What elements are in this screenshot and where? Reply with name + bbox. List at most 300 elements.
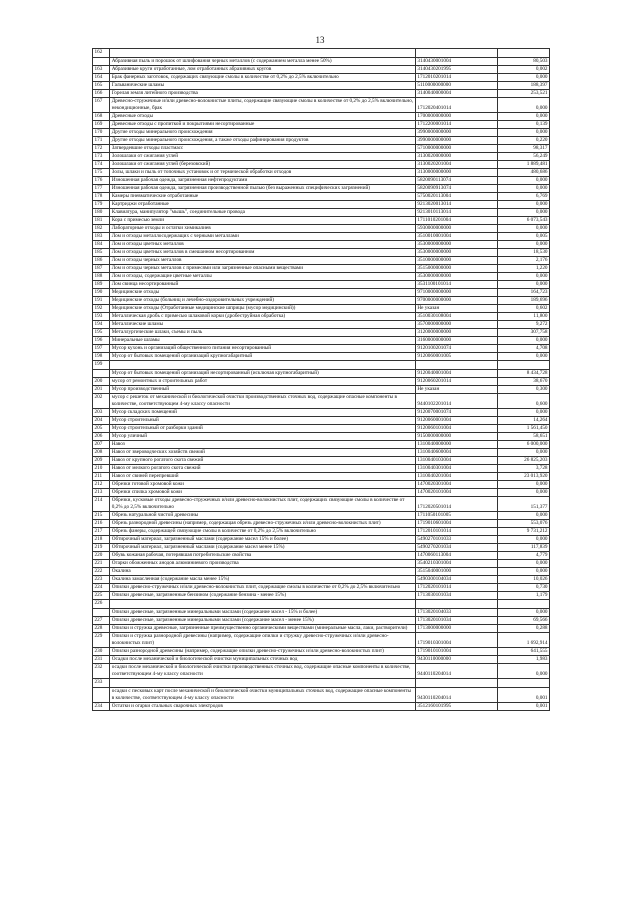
table-row	[93, 257, 550, 265]
waste-table-body	[93, 49, 550, 711]
waste-code-cell: 9120060201014	[415, 378, 497, 386]
waste-code-cell: 5820090913074	[415, 185, 497, 193]
table-row	[93, 441, 550, 449]
waste-name-cell: Окалина	[110, 568, 416, 576]
waste-amount-cell: 0,005	[498, 233, 550, 241]
row-number-cell: 182	[93, 225, 110, 233]
waste-code-cell: Не указан	[415, 386, 497, 394]
waste-amount-cell: 0,000	[498, 609, 550, 617]
row-number-cell: 165	[93, 82, 110, 90]
table-row	[93, 305, 550, 313]
waste-name-cell: Обрезь фанеры, содержащей связующие смолы в количестве от 0,2% до 2,5% включительно	[110, 528, 416, 536]
table-row	[93, 688, 550, 703]
waste-amount-cell: 9 731,212	[498, 528, 550, 536]
table-row	[93, 66, 550, 74]
row-number-cell: 192	[93, 305, 110, 313]
waste-name-cell: Золошлаки от сжигания углей (березовский)	[110, 161, 416, 169]
table-row	[93, 177, 550, 185]
waste-code-cell: 1712020501014	[415, 497, 497, 512]
row-number-cell: 204	[93, 417, 110, 425]
row-number-cell: 179	[93, 201, 110, 209]
waste-name-cell: Лом и отходы, содержащие цветные металлы	[110, 273, 416, 281]
waste-amount-cell: 0,000	[498, 353, 550, 361]
waste-name-cell: осадки с песковых карт после механической и биологической очистки муниципальных сточных вод, содержащие опасные компоненты в количестве, соответствующем 4-му классу опасности	[110, 688, 416, 703]
table-row	[93, 512, 550, 520]
table-row	[93, 169, 550, 177]
row-number-cell: 232	[93, 664, 110, 679]
table-row	[93, 137, 550, 145]
row-number-cell: 198	[93, 353, 110, 361]
table-row	[93, 161, 550, 169]
row-number-cell: 195	[93, 329, 110, 337]
row-number-cell: 212	[93, 481, 110, 489]
waste-code-cell: 9120100201074	[415, 345, 497, 353]
waste-amount-cell: 0,300	[498, 386, 550, 394]
waste-code-cell: 9120060001005	[415, 353, 497, 361]
row-number-cell: 178	[93, 193, 110, 201]
waste-code-cell: 9430110000000	[415, 656, 497, 664]
row-number-cell: 201	[93, 386, 110, 394]
waste-amount-cell: 189,696	[498, 297, 550, 305]
row-number-cell: 221	[93, 560, 110, 568]
waste-amount-cell: 0,000	[498, 568, 550, 576]
table-row	[93, 617, 550, 625]
table-row	[93, 560, 550, 568]
waste-name-cell: Медицинские отходы (Отработанные медицинские шприцы (мусор медицинский))	[110, 305, 416, 313]
waste-name-cell: Гальванические шламы	[110, 82, 416, 90]
waste-code-cell: 9120060001004	[415, 417, 497, 425]
table-row	[93, 481, 550, 489]
waste-code-cell	[415, 361, 497, 370]
row-number-cell: 230	[93, 648, 110, 656]
waste-name-cell: мусор от ремонтных и строительных работ	[110, 378, 416, 386]
waste-name-cell: Лом и отходы цветных металлов в смешанном несортированном	[110, 249, 416, 257]
table-row	[93, 489, 550, 497]
row-number-cell: 225	[93, 592, 110, 600]
waste-code-cell: 5490270201034	[415, 544, 497, 552]
waste-amount-cell: 1 692,914	[498, 633, 550, 648]
row-number-cell: 187	[93, 265, 110, 273]
table-row	[93, 497, 550, 512]
waste-code-cell: 3510030108004	[415, 313, 497, 321]
waste-amount-cell: 3,728	[498, 465, 550, 473]
table-row	[93, 465, 550, 473]
table-row	[93, 417, 550, 425]
waste-amount-cell: 1,179	[498, 592, 550, 600]
waste-code-cell: 1470020101004	[415, 489, 497, 497]
waste-amount-cell: 6 073,543	[498, 217, 550, 225]
waste-amount-cell: 10,026	[498, 576, 550, 584]
waste-amount-cell: 188,397	[498, 82, 550, 90]
waste-code-cell: 9440110204014	[415, 664, 497, 679]
waste-amount-cell: 26 825,203	[498, 457, 550, 465]
row-number-cell: 196	[93, 337, 110, 345]
waste-name-cell: Навоз от крупного рогатого скота свежий	[110, 457, 416, 465]
waste-name-cell: Осадки после механической и биологической очистки муниципальных сточных вод	[110, 656, 416, 664]
row-number-cell: 193	[93, 313, 110, 321]
waste-amount-cell: 0,000	[498, 129, 550, 137]
waste-code-cell: 3990000000000	[415, 137, 497, 145]
waste-name-cell: Обрезь натуральной чистой древесины	[110, 512, 416, 520]
waste-name-cell: Опилки древесные, загрязненные минеральными маслами (содержание масел - менее 15%)	[110, 617, 416, 625]
waste-code-cell: 1711050101005	[415, 512, 497, 520]
waste-code-cell: 3140040000004	[415, 90, 497, 98]
row-number-cell: 186	[93, 257, 110, 265]
waste-code-cell: 1310040600004	[415, 449, 497, 457]
row-number-cell: 233	[93, 679, 110, 688]
waste-code-cell: 3160000000000	[415, 337, 497, 345]
waste-amount-cell: 151,377	[498, 497, 550, 512]
waste-code-cell: 1310040000000	[415, 441, 497, 449]
waste-amount-cell: 2,176	[498, 257, 550, 265]
row-number-cell: 162	[93, 49, 110, 58]
waste-amount-cell: 98,317	[498, 145, 550, 153]
waste-amount-cell	[498, 361, 550, 370]
table-row	[93, 449, 550, 457]
row-number-cell: 208	[93, 449, 110, 457]
waste-code-cell	[415, 49, 497, 58]
waste-amount-cell: 0,000	[498, 449, 550, 457]
waste-amount-cell: 0,000	[498, 273, 550, 281]
waste-name-cell: Обтирочный материал, загрязненный маслами (содержание масел 15% и более)	[110, 536, 416, 544]
row-number-cell: 211	[93, 473, 110, 481]
waste-name-cell: Лом и отходы черных металлов с примесями или загрязненные опасными веществами	[110, 265, 416, 273]
waste-amount-cell: 0,001	[498, 703, 550, 711]
waste-amount-cell: 0,001	[498, 688, 550, 703]
waste-name-cell: Навоз	[110, 441, 416, 449]
row-number-cell: 231	[93, 656, 110, 664]
row-number-cell: 205	[93, 425, 110, 433]
row-number-cell: 213	[93, 489, 110, 497]
table-row	[93, 600, 550, 609]
waste-name-cell: Обтирочный материал, загрязненный маслами (содержание масел менее 15%)	[110, 544, 416, 552]
table-row	[93, 544, 550, 552]
waste-code-cell: 3140430001004	[415, 58, 497, 66]
waste-amount-cell: 1 889,481	[498, 161, 550, 169]
waste-name-cell: Древесно-стружечные и/или древесно-волокнистые плиты, содержащие связующие смолы в количестве от 0,2% до 2,5% включительно, некондиционные, брак	[110, 98, 416, 113]
table-row	[93, 576, 550, 584]
waste-name-cell: Брак фанерных заготовок, содержащих связующие смолы в количестве от 0,2% до 2,5% включительно	[110, 74, 416, 82]
waste-name-cell: Изношенная рабочая одежда, загрязненная производственной пылью (без выраженных специфических загрязнений)	[110, 185, 416, 193]
waste-name-cell: Абразивные круги отработанные, лом отработанных абразивных кругов	[110, 66, 416, 74]
table-row	[93, 633, 550, 648]
waste-name-cell: Огарки обожженных анодов алюминиевого производства	[110, 560, 416, 568]
table-row	[93, 625, 550, 633]
waste-name-cell	[110, 600, 416, 609]
row-number-cell: 174	[93, 161, 110, 169]
row-number-cell: 180	[93, 209, 110, 217]
table-row	[93, 386, 550, 394]
waste-code-cell: 1713020104033	[415, 609, 497, 617]
table-row	[93, 297, 550, 305]
waste-code-cell: 3540210301004	[415, 560, 497, 568]
waste-code-cell: 3140430201995	[415, 66, 497, 74]
row-number-cell: 191	[93, 297, 110, 305]
waste-name-cell: Лом и отходы металлосодержащих с черными металлами	[110, 233, 416, 241]
table-row	[93, 353, 550, 361]
waste-code-cell: 1719010301004	[415, 633, 497, 648]
waste-amount-cell: 23 013,920	[498, 473, 550, 481]
waste-name-cell: Горелая земля литейного производства	[110, 90, 416, 98]
waste-name-cell: Клавиатура, манипулятор "мышь", соединительные провода	[110, 209, 416, 217]
row-number-cell: 217	[93, 528, 110, 536]
row-number-cell: 181	[93, 217, 110, 225]
waste-amount-cell: 0,139	[498, 121, 550, 129]
row-number-cell: 203	[93, 409, 110, 417]
waste-name-cell: Мусор уличный	[110, 433, 416, 441]
row-number-cell: 218	[93, 536, 110, 544]
table-row	[93, 568, 550, 576]
table-row	[93, 584, 550, 592]
waste-amount-cell: 0,000	[498, 225, 550, 233]
waste-amount-cell: 11,800	[498, 313, 550, 321]
waste-code-cell: 9120040001004	[415, 370, 497, 378]
waste-code-cell: 3130020201004	[415, 161, 497, 169]
waste-name-cell: Мусор кухонь и организаций общественного питания несортированный	[110, 345, 416, 353]
row-number-cell: 223	[93, 576, 110, 584]
row-number-cell: 194	[93, 321, 110, 329]
waste-name-cell: Древесные отходы с пропиткой и покрытиями несортированные	[110, 121, 416, 129]
row-number-cell: 210	[93, 465, 110, 473]
waste-amount-cell: 1,983	[498, 656, 550, 664]
waste-name-cell: Кора с примесью земли	[110, 217, 416, 225]
waste-amount-cell: 0,220	[498, 137, 550, 145]
waste-amount-cell: 0,000	[498, 512, 550, 520]
waste-code-cell: 5110000000000	[415, 82, 497, 90]
waste-amount-cell: 253,521	[498, 90, 550, 98]
waste-amount-cell: 641,555	[498, 648, 550, 656]
waste-amount-cell	[498, 49, 550, 58]
waste-amount-cell: 38,670	[498, 378, 550, 386]
waste-code-cell: 9150000000000	[415, 433, 497, 441]
table-row	[93, 201, 550, 209]
table-row	[93, 394, 550, 409]
waste-code-cell: 5820090113074	[415, 177, 497, 185]
waste-code-cell: 3130000000000	[415, 169, 497, 177]
table-row	[93, 241, 550, 249]
waste-name-cell	[110, 679, 416, 688]
waste-amount-cell: 0,000	[498, 98, 550, 113]
waste-amount-cell: 58,651	[498, 433, 550, 441]
waste-code-cell: 1712200001014	[415, 121, 497, 129]
table-row	[93, 129, 550, 137]
waste-code-cell: 1712020401014	[415, 98, 497, 113]
waste-amount-cell: 0,000	[498, 201, 550, 209]
waste-code-cell: 1712010101014	[415, 528, 497, 536]
table-row	[93, 281, 550, 289]
row-number-cell: 207	[93, 441, 110, 449]
table-row	[93, 337, 550, 345]
table-row	[93, 345, 550, 353]
waste-name-cell: Навоз от свиней перепревший	[110, 473, 416, 481]
waste-amount-cell	[498, 600, 550, 609]
waste-name-cell: Золошлаки от сжигания углей	[110, 153, 416, 161]
table-row	[93, 82, 550, 90]
waste-code-cell: 1310040201004	[415, 473, 497, 481]
waste-code-cell: 1470020301004	[415, 481, 497, 489]
waste-name-cell: Обрезки, кусковые отходы древесно-стружечных и/или древесно-волокнистых плит, содержащих связующие смолы в количестве от 0,2% до 2,5% включительно	[110, 497, 416, 512]
table-row	[93, 98, 550, 113]
row-number-cell: 197	[93, 345, 110, 353]
waste-amount-cell: 4,779	[498, 552, 550, 560]
waste-code-cell: 1470060113004	[415, 552, 497, 560]
waste-name-cell: Медицинские отходы	[110, 289, 416, 297]
row-number-cell: 220	[93, 552, 110, 560]
waste-name-cell: Металлические шламы	[110, 321, 416, 329]
waste-code-cell: 1713030101034	[415, 592, 497, 600]
waste-name-cell: осадки после механической и биологической очистки производственных сточных вод, содержащие опасные компоненты в количестве, соответствующем 4-му классу опасности	[110, 664, 416, 679]
row-number-cell: 190	[93, 289, 110, 297]
row-number-cell: 199	[93, 361, 110, 370]
row-number-cell: 169	[93, 121, 110, 129]
table-row	[93, 233, 550, 241]
waste-amount-cell: 8 434,728	[498, 370, 550, 378]
row-number-cell	[93, 609, 110, 617]
row-number-cell: 202	[93, 394, 110, 409]
row-number-cell: 163	[93, 66, 110, 74]
table-row	[93, 74, 550, 82]
waste-name-cell: Мусор строительный от разборки зданий	[110, 425, 416, 433]
table-row	[93, 329, 550, 337]
table-row	[93, 528, 550, 536]
row-number-cell: 170	[93, 129, 110, 137]
waste-name-cell	[110, 49, 416, 58]
waste-amount-cell: 0,000	[498, 241, 550, 249]
waste-name-cell: Обувь кожаная рабочая, потерявшая потребительские свойства	[110, 552, 416, 560]
row-number-cell: 227	[93, 617, 110, 625]
waste-name-cell: Лом и отходы цветных металлов	[110, 241, 416, 249]
waste-amount-cell: 164,723	[498, 289, 550, 297]
table-row	[93, 457, 550, 465]
waste-code-cell: 9710000000000	[415, 289, 497, 297]
waste-amount-cell	[498, 679, 550, 688]
waste-name-cell: Древесные отходы	[110, 113, 416, 121]
waste-name-cell: Картриджи отработанные	[110, 201, 416, 209]
waste-name-cell: Мусор от бытовых помещений организаций несортированный (исключая крупногабаритный)	[110, 370, 416, 378]
waste-name-cell: Мусор строительный	[110, 417, 416, 425]
waste-amount-cell: 69,566	[498, 617, 550, 625]
table-row	[93, 409, 550, 417]
waste-amount-cell: 0,000	[498, 209, 550, 217]
waste-code-cell: 1310040301004	[415, 465, 497, 473]
waste-name-cell: Лом свинца несортированный	[110, 281, 416, 289]
waste-amount-cell: 0,000	[498, 481, 550, 489]
table-row	[93, 370, 550, 378]
table-row	[93, 209, 550, 217]
waste-code-cell: 3515040001000	[415, 568, 497, 576]
row-number-cell: 177	[93, 185, 110, 193]
waste-name-cell: Затвердевшие отходы пластмасс	[110, 145, 416, 153]
waste-code-cell: 5490300104034	[415, 576, 497, 584]
waste-code-cell: 1700000000000	[415, 113, 497, 121]
waste-code-cell: 3130020000000	[415, 153, 497, 161]
waste-code-cell: 9120060101004	[415, 425, 497, 433]
table-row	[93, 592, 550, 600]
table-row	[93, 656, 550, 664]
waste-name-cell: Лом и отходы черных металлов	[110, 257, 416, 265]
waste-code-cell: 9440102201014	[415, 394, 497, 409]
table-row	[93, 265, 550, 273]
table-row	[93, 249, 550, 257]
table-row	[93, 217, 550, 225]
waste-name-cell: Металлургические шлаки, съемы и пыль	[110, 329, 416, 337]
waste-amount-cell: 0,288	[498, 625, 550, 633]
waste-amount-cell: 9,272	[498, 321, 550, 329]
waste-code-cell: 1310040103004	[415, 457, 497, 465]
row-number-cell: 216	[93, 520, 110, 528]
row-number-cell: 214	[93, 497, 110, 512]
row-number-cell: 234	[93, 703, 110, 711]
waste-name-cell: Мусор складских помещений	[110, 409, 416, 417]
waste-code-cell: 1719010601004	[415, 520, 497, 528]
waste-amount-cell: 0,000	[498, 185, 550, 193]
row-number-cell	[93, 370, 110, 378]
row-number-cell: 215	[93, 512, 110, 520]
table-row	[93, 703, 550, 711]
waste-name-cell: Обрезки спилка хромовой кожи	[110, 489, 416, 497]
waste-code-cell: 5750020113004	[415, 193, 497, 201]
waste-name-cell	[110, 361, 416, 370]
table-row	[93, 425, 550, 433]
table-row	[93, 58, 550, 66]
row-number-cell	[93, 688, 110, 703]
table-row	[93, 113, 550, 121]
waste-amount-cell: 0,000	[498, 560, 550, 568]
waste-code-cell: 9120070001074	[415, 409, 497, 417]
row-number-cell: 228	[93, 625, 110, 633]
row-number-cell: 209	[93, 457, 110, 465]
waste-amount-cell: 0,000	[498, 337, 550, 345]
waste-amount-cell: 0,602	[498, 305, 550, 313]
waste-code-cell: 1713000000000	[415, 625, 497, 633]
waste-amount-cell: 0,000	[498, 281, 550, 289]
waste-code-cell: 9213020013014	[415, 201, 497, 209]
table-row	[93, 121, 550, 129]
waste-amount-cell: 6 000,000	[498, 441, 550, 449]
waste-name-cell: Мусор производственный	[110, 386, 416, 394]
waste-code-cell: 1711010201004	[415, 217, 497, 225]
row-number-cell: 166	[93, 90, 110, 98]
waste-name-cell: Навоз от звероводческих хозяйств свежий	[110, 449, 416, 457]
waste-code-cell: 5710000000000	[415, 145, 497, 153]
waste-amount-cell: 0,000	[498, 489, 550, 497]
row-number-cell: 173	[93, 153, 110, 161]
page-number: 13	[315, 35, 325, 45]
waste-name-cell: Золы, шлаки и пыль от топочных установок и от термической обработки отходов	[110, 169, 416, 177]
waste-code-cell: 9700000000000	[415, 297, 497, 305]
waste-code-cell: 3530000000000	[415, 241, 497, 249]
waste-amount-cell: 0,000	[498, 536, 550, 544]
waste-code-cell: 5490270101033	[415, 536, 497, 544]
waste-name-cell: Опилки и стружка разнородной древесины (например, содержащие опилки и стружку древесно-стружечных и/или древесно-волокнистых плит)	[110, 633, 416, 648]
row-number-cell: 172	[93, 145, 110, 153]
waste-code-cell: 1712010201014	[415, 74, 497, 82]
waste-amount-cell: 14,264	[498, 417, 550, 425]
waste-code-cell: 3990000000000	[415, 129, 497, 137]
table-row	[93, 378, 550, 386]
waste-name-cell: Навоз от мелкого рогатого скота свежий	[110, 465, 416, 473]
waste-amount-cell: 18,530	[498, 249, 550, 257]
waste-code-cell: 3515000000000	[415, 265, 497, 273]
waste-name-cell: Медицинские отходы (больниц и лечебно-оздоровительных учреждений)	[110, 297, 416, 305]
waste-amount-cell: 0,002	[498, 66, 550, 74]
table-row	[93, 536, 550, 544]
row-number-cell: 184	[93, 241, 110, 249]
table-row	[93, 289, 550, 297]
waste-amount-cell: 0,730	[498, 584, 550, 592]
row-number-cell: 206	[93, 433, 110, 441]
row-number-cell: 189	[93, 281, 110, 289]
